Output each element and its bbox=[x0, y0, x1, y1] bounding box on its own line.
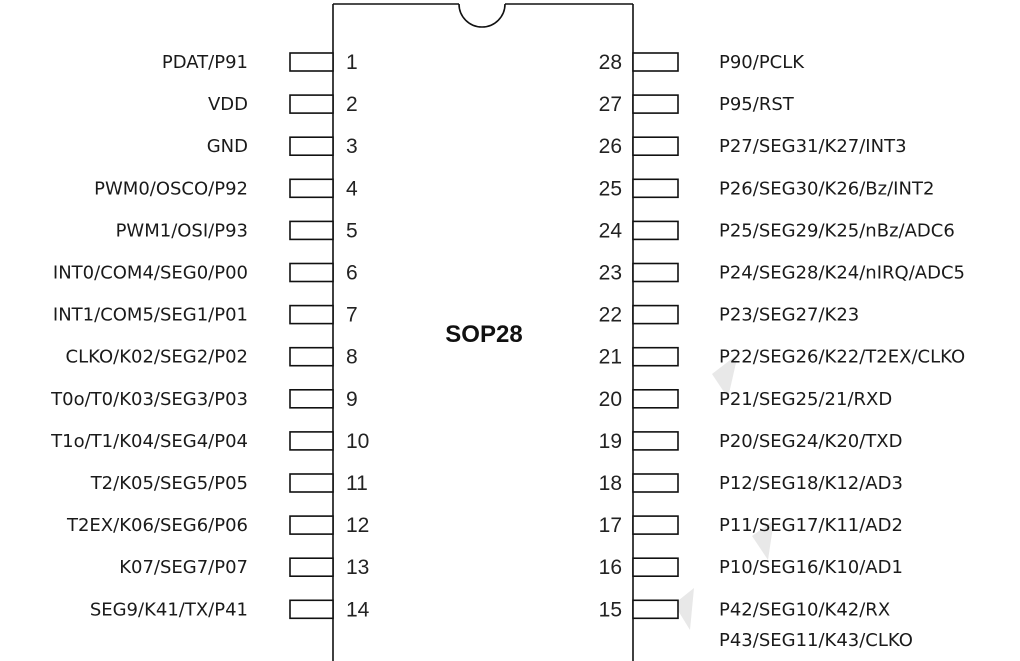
package-name: SOP28 bbox=[445, 321, 523, 348]
pin-lead bbox=[290, 390, 333, 408]
pin-lead bbox=[290, 179, 333, 197]
pin-label: P90/PCLK bbox=[719, 52, 805, 73]
pin-number: 14 bbox=[346, 598, 370, 622]
pin-label: PWM0/OSCO/P92 bbox=[94, 178, 248, 200]
pin-number: 21 bbox=[598, 345, 622, 369]
left-pin bbox=[207, 135, 358, 158]
pin-number: 24 bbox=[598, 219, 622, 243]
left-pin bbox=[119, 556, 369, 579]
left-pin bbox=[50, 388, 358, 411]
pin-label: T2/K05/SEG5/P05 bbox=[90, 473, 248, 494]
pin-number: 11 bbox=[346, 472, 368, 495]
pin-label: PDAT/P91 bbox=[161, 52, 248, 73]
pin-lead bbox=[633, 558, 678, 576]
right-pin bbox=[599, 219, 955, 242]
pin-lead bbox=[290, 306, 333, 324]
pin-lead bbox=[633, 95, 678, 113]
pin-lead bbox=[290, 432, 333, 450]
pin-label: P26/SEG30/K26/Bz/INT2 bbox=[719, 178, 935, 200]
left-pin bbox=[208, 93, 358, 116]
pin-lead bbox=[633, 53, 678, 71]
pin-number: 25 bbox=[598, 177, 622, 201]
pin-number: 7 bbox=[346, 303, 358, 327]
pin-number: 1 bbox=[346, 51, 358, 74]
pin-lead bbox=[290, 516, 333, 534]
right-pin bbox=[599, 304, 860, 327]
pin-number: 19 bbox=[598, 429, 622, 453]
pin-label: P11/SEG17/K11/AD2 bbox=[719, 515, 903, 537]
pin-label: T2EX/K06/SEG6/P06 bbox=[66, 515, 248, 537]
pin-number: 26 bbox=[598, 135, 622, 159]
right-pin bbox=[599, 177, 935, 200]
right-pin bbox=[599, 51, 806, 74]
right-pin bbox=[599, 598, 891, 621]
pin-label: CLKO/K02/SEG2/P02 bbox=[65, 346, 248, 368]
pin-label: P95/RST bbox=[719, 94, 794, 116]
pin-label: PWM1/OSI/P93 bbox=[115, 220, 248, 242]
pin-number: 9 bbox=[346, 387, 358, 411]
pin-label: GND bbox=[206, 136, 248, 158]
pin-label: K07/SEG7/P07 bbox=[119, 557, 248, 579]
pin-lead bbox=[290, 348, 333, 366]
pin-number: 27 bbox=[598, 93, 622, 117]
right-pin bbox=[599, 346, 965, 369]
right-pin-group bbox=[599, 51, 965, 621]
pin-lead bbox=[633, 390, 678, 408]
pin-number: 2 bbox=[346, 93, 358, 117]
pin-number: 8 bbox=[346, 345, 358, 369]
pin-lead bbox=[633, 264, 678, 282]
pin-lead bbox=[633, 137, 678, 155]
left-pin bbox=[66, 346, 358, 369]
right-pin bbox=[599, 93, 795, 116]
pin-label: T0o/T0/K03/SEG3/P03 bbox=[51, 388, 248, 410]
pin-label: P42/SEG10/K42/RX bbox=[719, 599, 891, 621]
pin-number: 20 bbox=[598, 387, 622, 411]
left-pin bbox=[90, 472, 368, 495]
pin-lead bbox=[633, 432, 678, 450]
pin-number: 22 bbox=[598, 303, 622, 327]
pin-label: INT1/COM5/SEG1/P01 bbox=[52, 304, 248, 326]
pin-lead bbox=[633, 221, 678, 239]
pin-lead bbox=[290, 53, 333, 71]
pin-label: P24/SEG28/K24/nIRQ/ADC5 bbox=[719, 262, 965, 284]
pin-label: P21/SEG25/21/RXD bbox=[719, 388, 893, 410]
pin-label: P23/SEG27/K23 bbox=[719, 304, 860, 326]
right-pin bbox=[599, 556, 903, 579]
pin-number: 5 bbox=[346, 219, 358, 243]
pin-number: 4 bbox=[346, 177, 358, 201]
pin-lead bbox=[290, 474, 333, 492]
pin-number: 18 bbox=[598, 472, 622, 495]
left-pin bbox=[162, 51, 358, 74]
right-pin bbox=[599, 135, 907, 158]
pin-lead bbox=[290, 137, 333, 155]
right-pin bbox=[599, 430, 903, 453]
pin-label: P10/SEG16/K10/AD1 bbox=[719, 557, 903, 579]
right-pin bbox=[599, 388, 893, 411]
pin-label: P27/SEG31/K27/INT3 bbox=[719, 136, 907, 158]
pin-number: 13 bbox=[346, 556, 370, 580]
pin-lead bbox=[290, 95, 333, 113]
pin-number: 10 bbox=[346, 429, 370, 453]
pin-lead bbox=[633, 516, 678, 534]
left-pin bbox=[66, 514, 369, 537]
pin-label: P20/SEG24/K20/TXD bbox=[719, 430, 903, 452]
extra-pin-label: P43/SEG11/K43/CLKO bbox=[719, 630, 913, 651]
pin-label: VDD bbox=[207, 94, 248, 116]
right-pin bbox=[599, 514, 903, 537]
left-pin bbox=[90, 598, 370, 621]
pin-lead bbox=[633, 474, 678, 492]
pin-number: 17 bbox=[598, 514, 622, 538]
pin-lead bbox=[633, 348, 678, 366]
pin-number: 23 bbox=[598, 261, 622, 285]
pin-label: T1o/T1/K04/SEG4/P04 bbox=[51, 430, 248, 452]
pin-number: 6 bbox=[346, 261, 358, 285]
pin-number: 28 bbox=[598, 51, 622, 74]
pin-label: INT0/COM4/SEG0/P00 bbox=[52, 262, 248, 284]
pin-lead bbox=[290, 264, 333, 282]
right-pin bbox=[599, 262, 965, 285]
left-pin bbox=[116, 219, 358, 242]
left-pin bbox=[50, 430, 369, 453]
pin-label: SEG9/K41/TX/P41 bbox=[89, 599, 248, 621]
pin-number: 15 bbox=[598, 598, 622, 622]
pin-label: P22/SEG26/K22/T2EX/CLKO bbox=[719, 346, 966, 368]
left-pin bbox=[53, 262, 358, 285]
left-pin bbox=[94, 177, 358, 200]
pin-lead bbox=[633, 306, 678, 324]
pin-lead bbox=[633, 600, 678, 618]
pin-label: P12/SEG18/K12/AD3 bbox=[719, 473, 903, 494]
right-pin bbox=[599, 472, 903, 495]
pin-lead bbox=[290, 600, 333, 618]
pin-number: 16 bbox=[598, 556, 622, 580]
pin-lead bbox=[290, 558, 333, 576]
left-pin bbox=[53, 304, 358, 327]
left-pin-group bbox=[50, 51, 370, 621]
pin-lead bbox=[633, 179, 678, 197]
pin-number: 3 bbox=[346, 135, 358, 159]
pin-lead bbox=[290, 221, 333, 239]
pin-number: 12 bbox=[346, 514, 370, 538]
pin1-notch bbox=[459, 4, 505, 27]
pin-label: P25/SEG29/K25/nBz/ADC6 bbox=[719, 220, 955, 242]
